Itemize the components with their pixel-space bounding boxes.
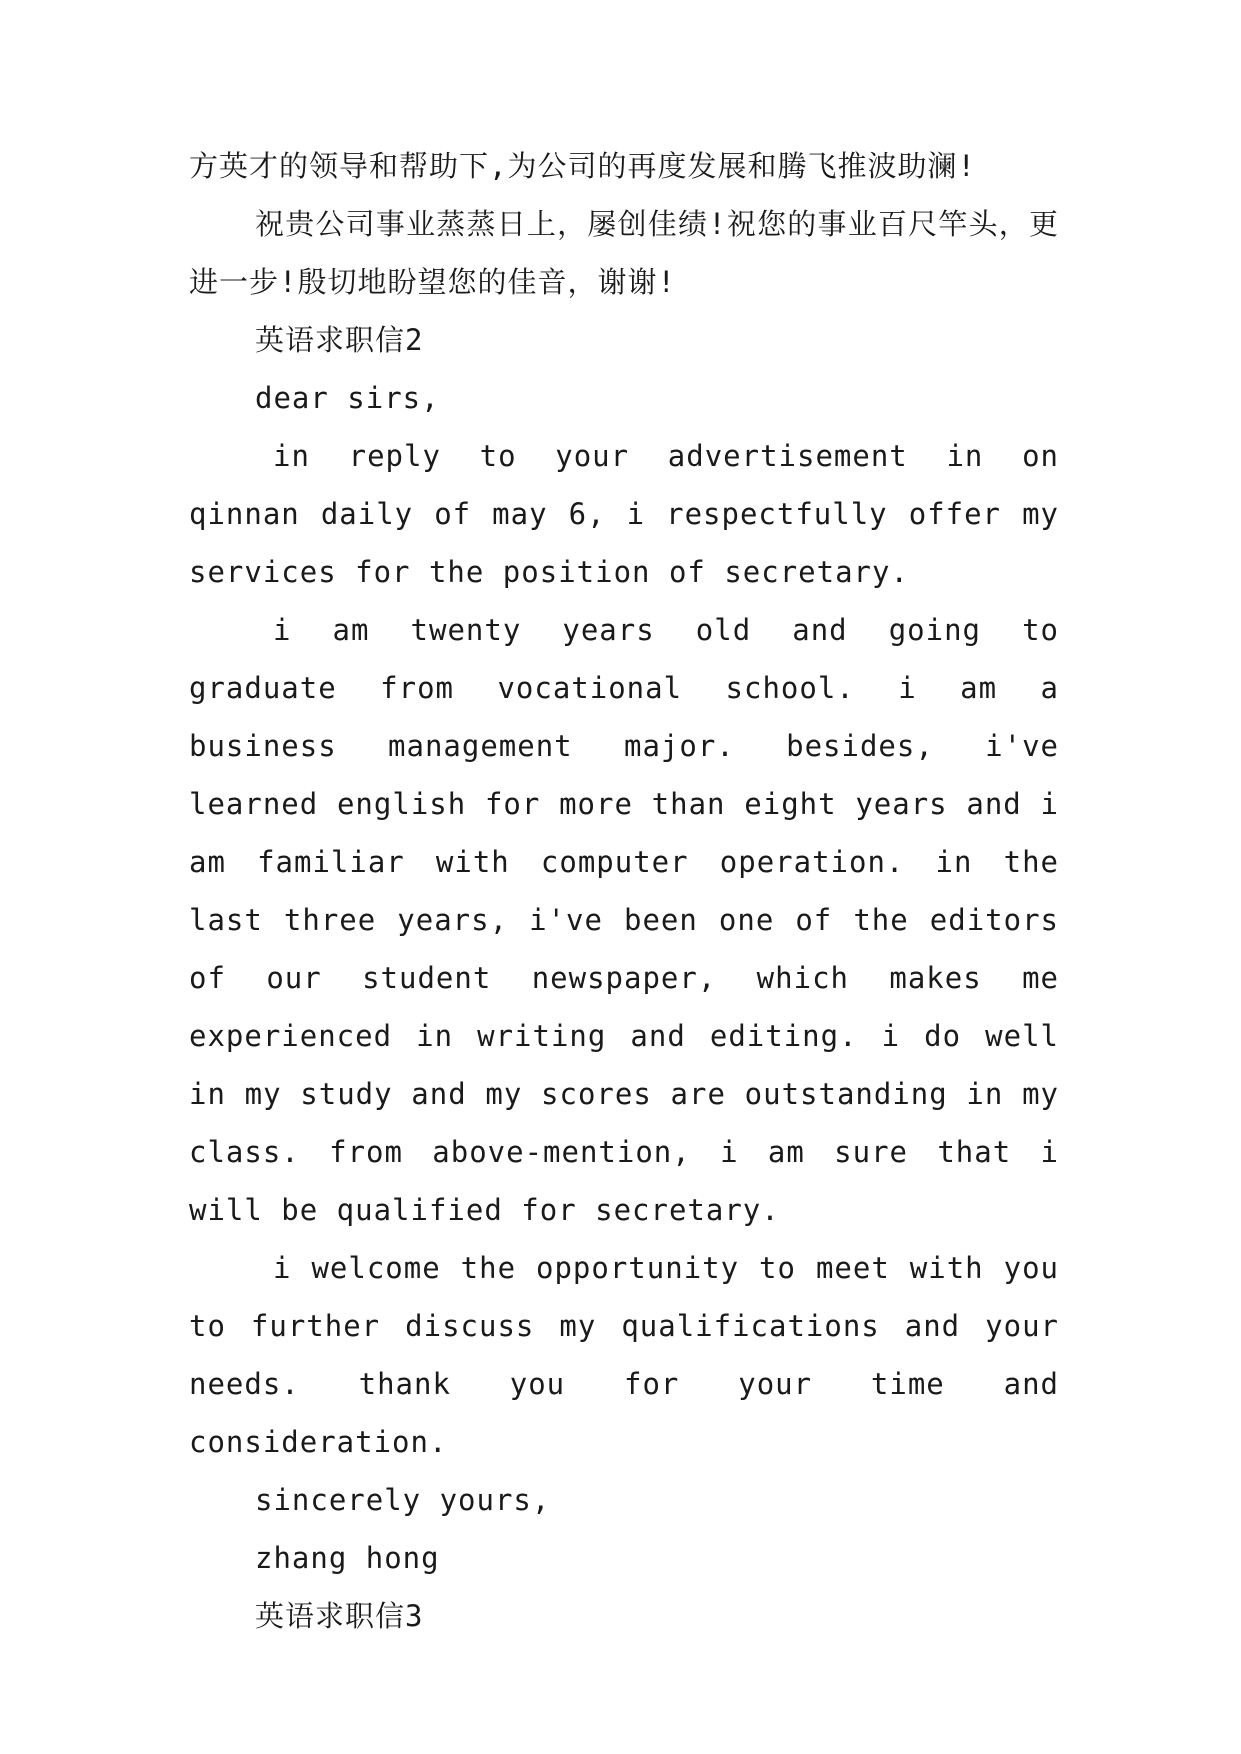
closing: sincerely yours, bbox=[255, 1483, 551, 1517]
section-heading-letter-2: 英语求职信2 bbox=[255, 323, 424, 357]
paragraph-opportunity: i welcome the opportunity to meet with you to further discuss my qualifications and your needs. thank you for your time and consideration. bbox=[189, 1251, 1059, 1459]
signature: zhang hong bbox=[255, 1541, 440, 1575]
paragraph-reply: in reply to your advertisement in on qinnan daily of may 6, i respectfully offer my services for the position of secretary. bbox=[189, 439, 1059, 589]
salutation: dear sirs, bbox=[255, 381, 440, 415]
section-heading-letter-3: 英语求职信3 bbox=[255, 1599, 424, 1633]
paragraph-continued: 方英才的领导和帮助下,为公司的再度发展和腾飞推波助澜! bbox=[189, 149, 976, 183]
document-body bbox=[189, 137, 1059, 1645]
paragraph-closing-wishes: 祝贵公司事业蒸蒸日上，屡创佳绩!祝您的事业百尺竿头，更进一步!殷切地盼望您的佳音，谢谢! bbox=[189, 207, 1059, 299]
paragraph-qualifications: i am twenty years old and going to graduate from vocational school. i am a business management major. besides, i've learned english for more than eight years and i am familiar with computer operation. in the last three years, i've been one of the editors of our student newspaper, which makes me experienced in writing and editing. i do well in my study and my scores are outstanding in my class. from above-mention, i am sure that i will be qualified for secretary. bbox=[189, 613, 1059, 1227]
